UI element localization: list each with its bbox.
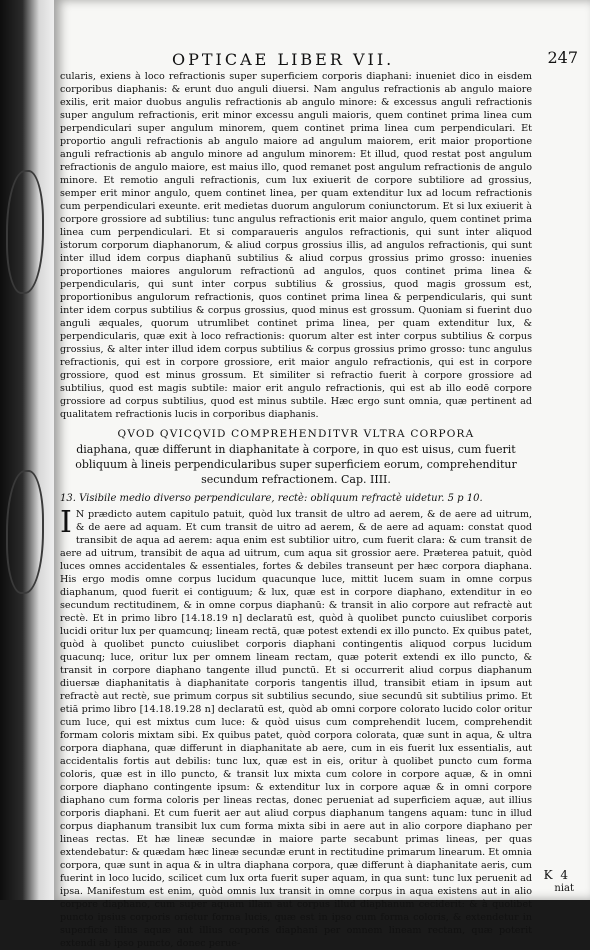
book-gutter <box>0 0 56 900</box>
chapter-heading <box>60 427 532 487</box>
page-header <box>62 50 582 72</box>
paragraph-refraction-angles: cularis, exiens à loco refractionis super superficiem corporis diaphani: inueniet dico in eisdem corporibus diaphanis: & erunt duo anguli diuersi. Nam angulus refractionis ab angulo maiore exilis, erit maior duobus angulis refractionis ab angulo minore: & excessus anguli refractionis super angulum refractionis, erit minor excessu anguli maioris, quem continet prima linea cum perpendiculari super angulum minorem, quem continet prima linea cum perpendiculari. Et proportio anguli refractionis ab angulo maiore ad angulum maiorem, erit maior proportione anguli refractionis ab angulo minore ad angulum minorem: Et illud, quod restat post angulum refractionis de angulo maiore, est maius illo, quod remanet post angulum refractionis de angulo minore. Et remotio anguli refractionis, cum lux exiuerit de corpore subtiliore ad grossius, semper erit minor angulo, quem continet linea, per quam extenditur lux ad locum refractionis cum perpendiculari exeunte. erit medietas duorum angulorum coniunctorum. Et si lux exiuerit à corpore grossiore ad subtilius: tunc angulus refractionis erit maior angulo, quem continet prima linea cum perpendiculari. Et si comparaueris angulos refractionis, qui sunt inter aliquod istorum corporum diaphanorum, & aliud corpus grossius illis, ad angulos refractionis, qui sunt inter illud idem corpus diaphanū subtilius & aliud corpus grossius primo grosso: inuenies proportiones maiores angulorum refractionū ad angulos, quos continet prima linea & perpendicularis, qui sunt inter corpus subtilius & grossius, quod magis grossum est, proportionibus angulorum refractionis, quos continet prima linea & perpendicularis, qui sunt inter idem corpus subtilius & corpus grossius, quod minus est grossum. Quoniam si fuerint duo anguli æquales, quorum utrumlibet continet prima linea, per quam extenditur lux, & perpendicularis, quæ exit à loco refractionis: quorum alter est inter corpus subtilius & corpus grossius, & alter inter illud idem corpus subtilius & corpus grossius primo grosso: tunc angulus refractionis, qui est in corpore grossiore, erit maior angulo refractionis, qui est in corpore grossiore, quod est minus grossum. Et similiter si refractio fuerit à corpore grossiore ad subtilius, quod est magis subtile: maior erit angulo refractionis, qui est ab illo eodē corpore grossiore ad corpus subtilius, quod est minus subtile. Hæc ergo sunt omnia, quæ pertinent ad qualitatem refractionis lucis in corporibus diaphanis. <box>60 71 532 420</box>
chapter-heading-rest: diaphana, quæ differunt in diaphanitate à corpore, in quo est uisus, cum fuerit obliquum à lineis perpendicularibus super superficiem eorum, comprehenditur secundum refractionem. Cap. IIII. <box>75 443 517 486</box>
running-title: OPTICAE LIBER VII. <box>172 50 395 69</box>
drop-capital: I <box>60 505 72 540</box>
paragraph-chapter-text <box>60 505 533 950</box>
chapter-text: N prædicto autem capitulo patuit, quòd lux transit de ultro ad aerem, & de aere ad uitrum, & de aere ad aquam. Et cum transit de uitro ad aerem, & de aere ad aquam: constat quod transibit de aqua ad aerem: aqua enim est subtilior uitro, cum fuerit clara: & cum transit de aere ad uitrum, transibit de aqua ad uitrum, cum aqua sit grossior aere. Præterea patuit, quòd luces omnes accidentales & essentiales, fortes & debiles transeunt per hæc corpora diaphana. His ergo modis omne corpus lucidum quacunque luce, mittit lucem suam in omne corpus diaphanum, quod fuerit ei contiguum; & lux, quæ est in corpore diaphano, extenditur in eo secundum rectitudinem, & in omne corpus diaphanū: & transit in alio corpore aut refractè aut rectè. Et in primo libro [14.18.19 n] declaratū est, quòd à quolibet puncto cuiuslibet corporis lucidi oritur lux per quamcunq; lineam rectā, quæ potest extendi ex illo puncto. Ex quibus patet, quòd à quolibet puncto cuiuslibet corporis diaphani contingentis aliquod corpus lucidum quacunq; luce, oritur lux per omnem lineam rectam, quæ poterit extendi ex illo puncto, & transit in corpore diaphano tangente illud punctū. Et si occurrerit aliud corpus diaphanum diuersæ diaphanitatis à diaphanitate corporis tangentis illud, transibit etiam in ipsum aut refractè aut rectè, sue primum corpus sit subtilius secundo, siue secundū sit subtilius primo. Et etiā primo libro [14.18.19.28 n] declaratū est, quòd ab omni corpore colorato lucido color oritur cum luce, qui est mixtus cum luce: & quòd uisus cum comprehendit lucem, comprehendit formam coloris mixtam sibi. Ex quibus patet, quòd corpora colorata, quæ sunt in aqua, & ultra corpora diaphana, quæ differunt in diaphanitate ab aere, cum in eis fuerit lux essentialis, aut accidentalis fortis aut debilis: tunc lux, quæ est in eis, oritur à quolibet puncto cum forma coloris, quæ est in illo puncto, & transit lux mixta cum colore in corpore aquæ, & in omni corpore diaphano contingente ipsum: & extenditur lux in corpore aquæ & in omni corpore diaphano cum forma coloris per lineas rectas, donec perueniat ad superficiem aquæ, aut illius corporis diaphani. Et cum fuerit aer aut aliud corpus diaphanum tangens aquam: tunc in illud corpus diaphanum transibit lux cum forma mixta sibi in aere aut in alio corpore diaphano per lineas rectas. Et hæ lineæ secundæ in maiore parte secabunt primas lineas, per quas extendebatur: & quædam hæc lineæ secundæ erunt in rectitudine primarum linearum. Et omnia corpora, quæ sunt in aqua & in ultra diaphana corpora, quæ differunt à diaphanitate aeris, cum fuerint in loco lucido, scilicet cum lux orta fuerit super aquam, in qua sunt: tunc lux peruenit ad ipsa. Manifestum est enim, quòd omnis lux transit in omne corpus in aqua existens aut in alio corpore diaphano, cum super aquam illam aut corpus illud diaphanum ceciderit: & à quolibet puncto ipsius corporis orietur forma lucis, quæ est in ipso cum forma coloris, & extendetur in superficie illius aquæ aut illius corporis diaphani per omnem lineam rectam, quæ poterit extendi ab ipso puncto, donec perue- <box>60 509 533 949</box>
gutter-shadow-mark <box>6 470 44 594</box>
catchword: niat <box>554 883 574 894</box>
chapter-heading-caps: QVOD QVICQVID COMPREHENDITVR VLTRA CORPORA <box>117 428 475 440</box>
page-number: 247 <box>547 48 578 67</box>
page-body <box>60 70 532 950</box>
proposition-note: 13. Visibile medio diverso perpendiculare, rectè: obliquum refractè uidetur. 5 p 10. <box>60 493 483 504</box>
signature-mark: K 4 <box>543 868 570 882</box>
gutter-shadow-mark <box>6 170 44 294</box>
